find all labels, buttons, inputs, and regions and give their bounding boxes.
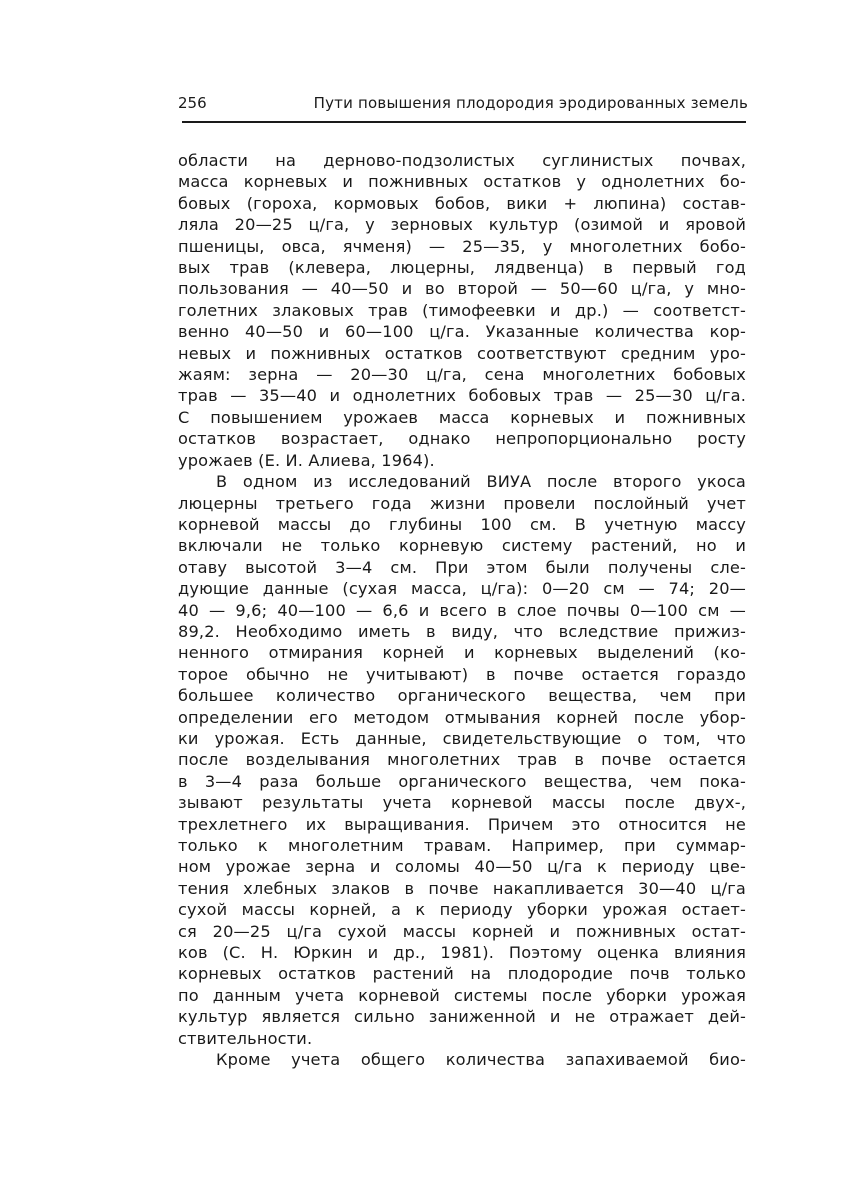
text-line: включали не только корневую систему растений, но и: [178, 536, 746, 556]
text-line: корневой массы до глубины 100 см. В учетную массу: [178, 514, 746, 534]
text-line: тения хлебных злаков в почве накапливается 30—40 ц/га: [178, 878, 746, 898]
header-rule: [182, 121, 746, 123]
text-line: люцерны третьего года жизни провели послойный учет: [178, 493, 746, 513]
body-text: [178, 150, 746, 1070]
text-line: после возделывания многолетних трав в почве остается: [178, 750, 746, 770]
text-line: остатков возрастает, однако непропорционально росту: [178, 429, 746, 449]
text-line: С повышением урожаев масса корневых и пожнивных: [178, 407, 746, 427]
text-line: по данным учета корневой системы после уборки урожая: [178, 985, 746, 1005]
paragraph-3: [178, 1049, 746, 1070]
text-line: урожаев (Е. И. Алиева, 1964).: [178, 450, 435, 470]
text-line: корневых остатков растений на плодородие почв только: [178, 964, 746, 984]
text-line: только к многолетним травам. Например, при суммар-: [178, 836, 746, 855]
text-line: ки урожая. Есть данные, свидетельствующие о том, что: [178, 728, 746, 748]
text-line: большее количество органического вещества, чем при: [178, 686, 746, 706]
text-line: культур является сильно заниженной и не отражает дей-: [178, 1007, 746, 1027]
text-line: Кроме учета общего количества запахиваемой био-: [216, 1050, 746, 1070]
text-line: 89,2. Необходимо иметь в виду, что вследствие прижиз-: [178, 621, 746, 641]
text-line: 40 — 9,6; 40—100 — 6,6 и всего в слое почвы 0—100 см —: [178, 600, 746, 620]
text-line: области на дерново-подзолистых суглинистых почвах,: [178, 151, 746, 170]
text-line: пользования — 40—50 и во второй — 50—60 ц/га, у мно-: [178, 279, 746, 299]
text-line: вых трав (клевера, люцерны, лядвенца) в первый год: [178, 258, 746, 278]
text-line: зывают результаты учета корневой массы после двух-,: [178, 793, 746, 813]
text-line: определении его методом отмывания корней после убор-: [178, 707, 746, 727]
text-line: сухой массы корней, а к периоду уборки урожая остает-: [178, 900, 746, 920]
running-title: Пути повышения плодородия эродированных земель: [313, 94, 748, 112]
text-line: трехлетнего их выращивания. Причем это относится не: [178, 814, 746, 834]
paragraph-1: [178, 150, 746, 471]
text-line: трав — 35—40 и однолетних бобовых трав — 25—30 ц/га.: [178, 386, 746, 406]
text-line: В одном из исследований ВИУА после второго укоса: [216, 472, 746, 492]
page-number: 256: [178, 94, 207, 112]
text-line: невых и пожнивных остатков соответствуют средним уро-: [178, 343, 746, 363]
page-header: [178, 92, 748, 118]
text-line: венно 40—50 и 60—100 ц/га. Указанные количества кор-: [178, 322, 746, 342]
text-line: масса корневых и пожнивных остатков у однолетних бо-: [178, 172, 746, 192]
text-line: ном урожае зерна и соломы 40—50 ц/га к периоду цве-: [178, 857, 746, 877]
text-line: в 3—4 раза больше органического вещества, чем пока-: [178, 771, 746, 791]
text-line: дующие данные (сухая масса, ц/га): 0—20 см — 74; 20—: [178, 579, 746, 599]
text-line: ков (С. Н. Юркин и др., 1981). Поэтому оценка влияния: [178, 943, 746, 963]
text-line: торое обычно не учитывают) в почве остается гораздо: [178, 664, 746, 684]
text-line: ствительности.: [178, 1028, 313, 1048]
text-line: ненного отмирания корней и корневых выделений (ко-: [178, 643, 746, 663]
text-line: ся 20—25 ц/га сухой массы корней и пожнивных остат-: [178, 921, 746, 941]
text-line: отаву высотой 3—4 см. При этом были получены сле-: [178, 557, 746, 577]
text-line: ляла 20—25 ц/га, у зерновых культур (озимой и яровой: [178, 215, 746, 235]
text-line: пшеницы, овса, ячменя) — 25—35, у многолетних бобо-: [178, 236, 746, 256]
text-line: бовых (гороха, кормовых бобов, вики + люпина) состав-: [178, 193, 746, 213]
paragraph-2: [178, 471, 746, 1049]
text-line: голетних злаковых трав (тимофеевки и др.) — соответст-: [178, 300, 746, 320]
text-line: жаям: зерна — 20—30 ц/га, сена многолетних бобовых: [178, 365, 746, 385]
